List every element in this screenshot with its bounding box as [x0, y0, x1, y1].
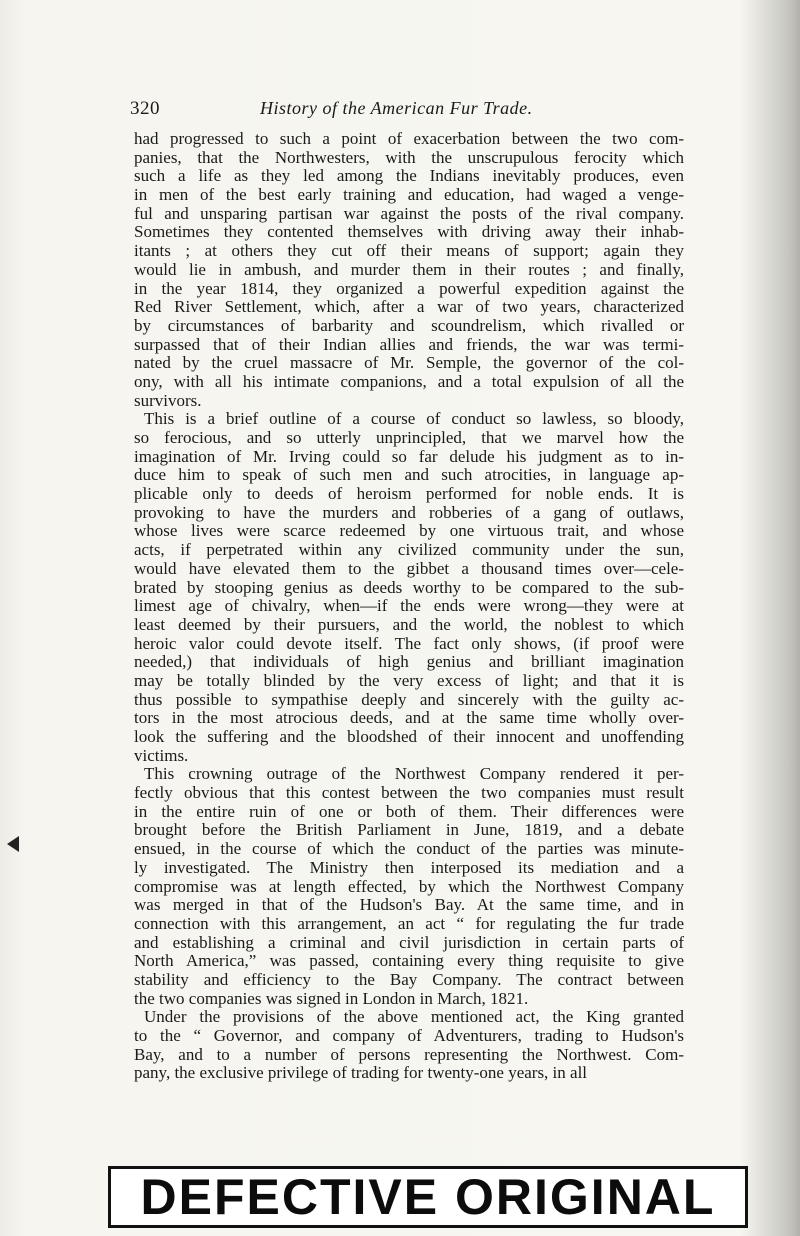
text-line: This is a brief outline of a course of conduct so lawless, so bloody,: [144, 409, 684, 429]
text-line: stability and efficiency to the Bay Company. The contract between: [134, 969, 684, 989]
running-header: [130, 98, 690, 122]
text-line: so ferocious, and so utterly unprincipled, that we marvel how the: [134, 428, 684, 447]
text-line: least deemed by their pursuers, and the world, the noblest to which: [134, 614, 684, 634]
text-line: needed,) that individuals of high genius and brilliant imagination: [134, 652, 684, 672]
text-line: imagination of Mr. Irving could so far delude his judgment as to in-: [134, 446, 684, 466]
text-line: brated by stooping genius as deeds worthy to be compared to the sub-: [134, 577, 684, 597]
text-line: such a life as they led among the Indians inevitably produces, even: [134, 166, 684, 186]
text-line: panies, that the Northwesters, with the unscrupulous ferocity which: [134, 147, 684, 167]
text-line: Bay, and to a number of persons representing the Northwest. Com-: [134, 1044, 684, 1064]
text-line: provoking to have the murders and robberies of a gang of outlaws,: [134, 502, 684, 522]
text-line: would lie in ambush, and murder them in their routes ; and finally,: [134, 259, 684, 279]
text-line: was merged in that of the Hudson's Bay. At the same time, and in: [134, 895, 684, 915]
text-line: plicable only to deeds of heroism performed for noble ends. It is: [134, 484, 684, 504]
text-line: Sometimes they contented themselves with driving away their inhab-: [134, 222, 684, 242]
defective-original-banner: [108, 1166, 748, 1228]
text-line: the two companies was signed in London in March, 1821.: [134, 988, 529, 1008]
text-line: Under the provisions of the above mentioned act, the King granted: [144, 1007, 684, 1027]
page-number: 320: [130, 98, 160, 119]
text-line: thus possible to sympathise deeply and sincerely with the guilty ac-: [134, 689, 684, 709]
text-line: ly investigated. The Ministry then interposed its mediation and a: [134, 857, 684, 877]
text-line: itants ; at others they cut off their means of support; again they: [134, 241, 684, 261]
text-line: to the “ Governor, and company of Adventurers, trading to Hudson's: [134, 1026, 684, 1045]
text-line: ful and unsparing partisan war against the posts of the rival company.: [134, 203, 684, 223]
text-line: nated by the cruel massacre of Mr. Semple, the governor of the col-: [134, 353, 684, 373]
text-line: would have elevated them to the gibbet a thousand times over—cele-: [134, 558, 684, 578]
text-line: had progressed to such a point of exacerbation between the two com-: [134, 129, 684, 148]
text-line: ony, with all his intimate companions, and a total expulsion of all the: [134, 371, 684, 391]
text-line: duce him to speak of such men and such atrocities, in language ap-: [134, 465, 684, 485]
text-line: may be totally blinded by the very excess of light; and that it is: [134, 670, 684, 690]
banner-text: DEFECTIVE ORIGINAL: [140, 1169, 716, 1225]
text-line: North America,” was passed, containing every thing requisite to give: [134, 951, 684, 971]
text-line: Red River Settlement, which, after a war of two years, characterized: [134, 297, 684, 317]
text-line: survivors.: [134, 390, 202, 410]
text-line: by circumstances of barbarity and scoundrelism, which rivalled or: [134, 315, 684, 335]
text-line: and establishing a criminal and civil jurisdiction in certain parts of: [134, 932, 684, 952]
text-line: limest age of chivalry, when—if the ends were wrong—they were at: [134, 596, 684, 616]
text-line: whose lives were scarce redeemed by one virtuous trait, and whose: [134, 521, 684, 541]
text-line: This crowning outrage of the Northwest Company rendered it per-: [144, 764, 684, 784]
text-line: in the entire ruin of one or both of them. Their differences were: [134, 801, 684, 821]
text-line: in men of the best early training and education, had waged a venge-: [134, 185, 684, 205]
text-line: ensued, in the course of which the conduct of the parties was minute-: [134, 839, 684, 859]
text-line: fectly obvious that this contest between the two companies must result: [134, 783, 684, 803]
text-line: look the suffering and the bloodshed of their innocent and unoffending: [134, 727, 684, 746]
text-line: tors in the most atrocious deeds, and at the same time wholly over-: [134, 708, 684, 728]
text-line: connection with this arrangement, an act “ for regulating the fur trade: [134, 913, 684, 933]
text-line: acts, if perpetrated within any civilized community under the sun,: [134, 540, 684, 560]
text-line: in the year 1814, they organized a powerful expedition against the: [134, 278, 684, 298]
margin-pointer-icon: [5, 835, 21, 853]
text-line: heroic valor could devote itself. The fact only shows, (if proof were: [134, 633, 684, 653]
text-line: victims.: [134, 745, 189, 765]
text-line: brought before the British Parliament in June, 1819, and a debate: [134, 820, 684, 840]
text-line: pany, the exclusive privilege of trading for twenty-one years, in all: [134, 1063, 588, 1083]
text-line: surpassed that of their Indian allies and friends, the war was termi-: [134, 334, 684, 354]
text-line: compromise was at length effected, by which the Northwest Company: [134, 876, 684, 896]
page-edge-shadow: [740, 0, 800, 1236]
body-text: [134, 130, 684, 1083]
running-title: History of the American Fur Trade.: [260, 98, 533, 118]
